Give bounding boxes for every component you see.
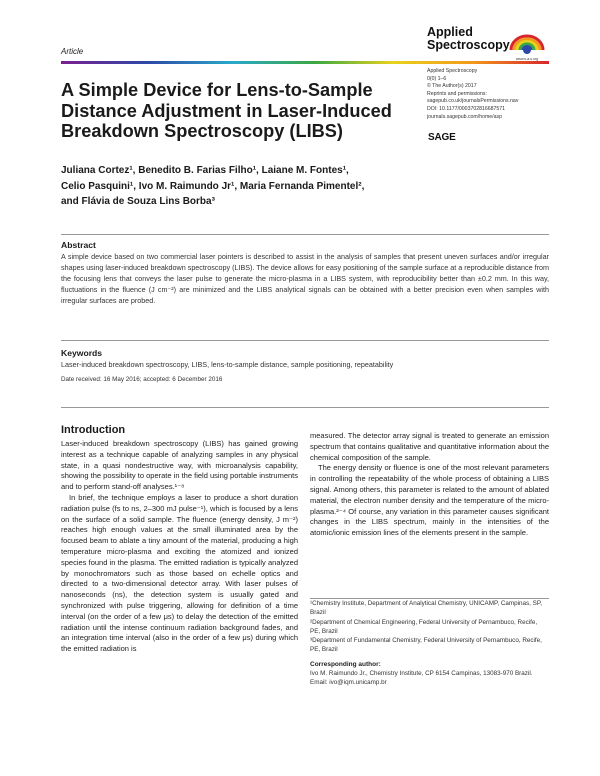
body-column-right xyxy=(310,431,549,539)
authors-line-1: Juliana Cortez¹, Benedito B. Farias Filho¹, Laiane M. Fontes¹, xyxy=(61,165,349,176)
pubinfo-homepage-link[interactable]: journals.sagepub.com/home/asp xyxy=(427,113,502,120)
pubinfo-volume: 0(0) 1–6 xyxy=(427,75,447,82)
pubinfo-copyright: © The Author(s) 2017 xyxy=(427,83,477,90)
paragraph: The energy density or fluence is one of the most relevant parameters in controlling the repeatability of the whole process of obtaining a LIBS signal. Among others, this parameter is related to the amount of ablated material, the electron number density and the temperature of the micro-plasma.²⁻⁴ Of course, any variation in this parameter causes significant changes in the LIBS spectrum, mainly in the intensities of the atomic/ionic emission lines of the elements present in the sample. xyxy=(310,463,549,538)
publication-info xyxy=(427,68,518,121)
pubinfo-reprints: Reprints and permissions: xyxy=(427,90,487,97)
abstract-text: A simple device based on two commercial laser pointers is described to assist in the analysis of samples that present uneven surfaces and/or irregular shapes using laser-induced breakdown spectroscopy (LIBS). The device allows for easy positioning of the sample surface at a reproducible distance from the focusing lens that conveys the laser pulse to generate the micro-plasma in a LIBS system, with reproducibility better than ±0.2 mm. In this way, fluctuations in the fluence (J cm⁻²) are minimized and the LIBS analytical signals can be obtained with a better precision even when samples with irregular surfaces are probed. xyxy=(61,252,549,305)
paragraph: Laser-induced breakdown spectroscopy (LIBS) has gained growing interest as a technique capable of analyzing samples in any physical state, in a quasi nondestructive way, with microanalysis capability, showing the possibility to operate in the field using portable instruments and to perform stand-off analyses.¹⁻⁸ xyxy=(61,439,298,492)
corresponding-author-address: Ivo M. Raimundo Jr., Chemistry Institute, CP 6154 Campinas, 13083-970 Brazil. xyxy=(310,670,533,678)
article-type-label: Article xyxy=(61,47,84,56)
pubinfo-journal: Applied Spectroscopy xyxy=(427,68,478,74)
logo-caption: www.s-a-s.org xyxy=(515,57,539,61)
pubinfo-doi[interactable]: DOI: 10.1177/0003702816687571 xyxy=(427,105,506,112)
society-logo-icon xyxy=(508,28,546,62)
publisher-logo xyxy=(428,127,456,143)
abstract-heading: Abstract xyxy=(61,240,96,250)
affiliation-1: ¹Chemistry Institute, Department of Analytical Chemistry, UNICAMP, Campinas, SP, Brazil xyxy=(310,600,543,617)
article-title: A Simple Device for Lens-to-Sample Distance Adjustment in Laser-Induced Breakdown Spectroscopy (LIBS) xyxy=(61,80,392,141)
author-list xyxy=(61,163,441,210)
authors-line-3: and Flávia de Souza Lins Borba³ xyxy=(61,196,215,207)
journal-name xyxy=(427,26,510,52)
divider xyxy=(61,407,549,408)
pubinfo-permissions-link[interactable]: sagepub.co.uk/journalsPermissions.nav xyxy=(427,98,519,105)
introduction-heading: Introduction xyxy=(61,424,126,436)
keywords-text: Laser-induced breakdown spectroscopy, LIBS, lens-to-sample distance, sample positioning, repeatability xyxy=(61,360,394,369)
affiliation-3: ³Department of Fundamental Chemistry, Federal University of Pernambuco, Recife, PE, Brazil xyxy=(310,637,542,654)
header-color-bar xyxy=(61,61,549,64)
affiliation-2: ²Department of Chemical Engineering, Federal University of Pernambuco, Recife, PE, Brazil xyxy=(310,618,538,635)
journal-name-line1: Applied xyxy=(427,25,473,39)
divider xyxy=(61,234,549,235)
corresponding-author-heading: Corresponding author: xyxy=(310,660,381,668)
paragraph: In brief, the technique employs a laser to produce a short duration radiation pulse (fs to ns, 2–300 mJ pulse⁻¹), which is focused by a lens on the surface of a solid sample. The fluence (energy density, J m⁻²) reaches high enough values at the small illuminated area by the focused beam to ablate a tiny amount of the material, producing a high temperature micro-plasma and exciting the atomized and ionized species found in the plasma. The emitted radiation is typically analyzed by monochromators such as those based on echelle optics and directed to a two-dimensional detector array. With laser pulses of nanoseconds (ns), the detection system is usually gated and synchronized with pulse triggering, allowing for definition of a time interval (on the order of a few μs) to delay the detection of the emitted radiation until the intense continuum radiation background fades, and an integration time interval (also in the order of a few μs) during which the emitted radiation is xyxy=(61,492,298,654)
affiliations xyxy=(310,599,549,688)
divider xyxy=(61,340,549,341)
journal-name-line2: Spectroscopy xyxy=(427,38,510,52)
dates-line: Date received: 16 May 2016; accepted: 6 December 2016 xyxy=(61,376,223,383)
paragraph: measured. The detector array signal is treated to generate an emission spectrum that contains qualitative and quantitative information about the chemical composition of the sample. xyxy=(310,431,549,462)
keywords-heading: Keywords xyxy=(61,348,103,358)
body-column-left xyxy=(61,439,298,655)
corresponding-author-email[interactable]: Email: ivo@iqm.unicamp.br xyxy=(310,679,387,687)
authors-line-2: Celio Pasquini¹, Ivo M. Raimundo Jr¹, Maria Fernanda Pimentel², xyxy=(61,180,365,192)
publisher-name: SAGE xyxy=(428,132,456,143)
